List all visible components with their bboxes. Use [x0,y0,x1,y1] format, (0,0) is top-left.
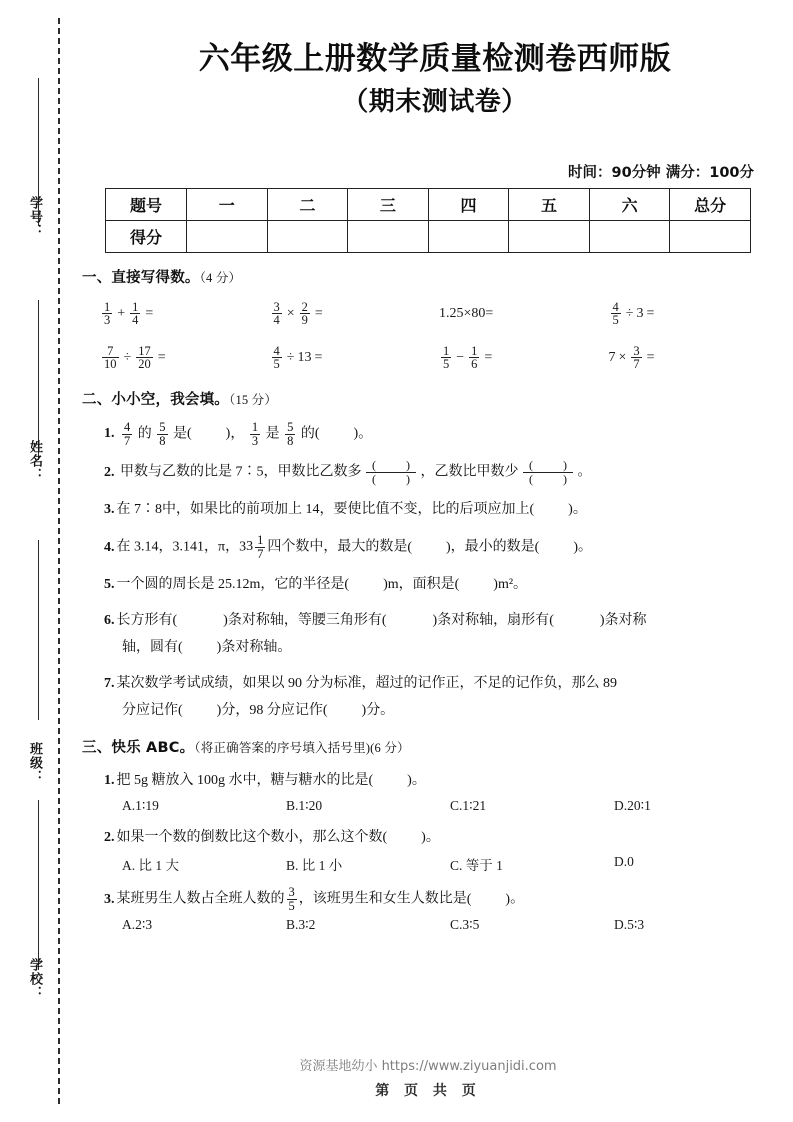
option-c[interactable]: C.1∶21 [450,797,487,813]
fill-question-7-index: 7. [104,676,115,692]
fill-question-5 [78,573,778,598]
option-d[interactable]: D.0 [614,854,634,870]
fraction-4-5: $\frac{4}{5}$ [273,343,280,372]
q2-text-b: ，乙数比甲数少 [420,464,519,480]
option-d[interactable]: D.5∶3 [614,916,645,932]
section-one-heading [78,266,778,287]
answer-blank[interactable] [173,609,228,634]
option-b[interactable]: B.1∶20 [286,797,323,813]
oral-calc-row2-problem-1 [100,341,270,375]
section-one [78,266,778,375]
fill-question-3-index: 3. [104,501,115,517]
operator: − [456,349,465,365]
col-header-6: 六 [589,188,670,220]
operator: ÷ [123,349,132,365]
mixed-whole-part: 3 [246,539,254,555]
fraction-1-6: $\frac{1}{6}$ [471,343,478,372]
section-three-title: 三、快乐 ABC。 [82,740,195,757]
fill-question-7 [78,672,778,697]
fraction-1-5: $\frac{1}{5}$ [443,343,450,372]
answer-blank[interactable] [369,769,412,794]
fold-dashed-line [58,18,60,1104]
fraction-1-4: $\frac{1}{4}$ [132,299,139,328]
operator: ÷ [625,305,634,321]
section-one-points: （4 分） [199,270,242,285]
field-label-name: 姓名： [27,440,42,482]
operator: = [314,349,323,365]
score-cell-4[interactable] [428,220,509,252]
operator: = [157,349,166,365]
margin-rule-mid [38,540,39,720]
fill-question-6-index: 6. [104,613,115,629]
score-cell-1[interactable] [187,220,268,252]
operator: = [646,349,655,365]
q6-text-a: 长方形有 [116,613,173,629]
choice-question-2-index: 2. [104,829,115,845]
choice-question-1-options [78,798,778,814]
q1-text-e: 的 [300,426,315,442]
row-label-score: 得分 [106,220,187,252]
section-one-row-2 [78,341,778,375]
number: 1.25×80= [439,305,494,321]
page-title-sub: （期末测试卷） [342,86,528,117]
fill-question-5-index: 5. [104,576,115,592]
fraction-1-3: $\frac{1}{3}$ [104,299,111,328]
option-a[interactable]: A.2∶3 [122,916,153,932]
score-cell-total[interactable] [670,220,751,252]
choice-question-1-tail: 。 [411,773,426,789]
q1-text-b: 是 [173,426,187,442]
col-header-total: 总分 [670,188,751,220]
option-a[interactable]: A.1∶19 [122,797,159,813]
answer-blank[interactable] [187,422,230,447]
fill-question-6 [78,609,778,634]
fraction-2-9: $\frac{2}{9}$ [301,299,308,328]
field-label-school: 学校： [27,958,42,1000]
page-number-text: 第 页 共 页 [375,1083,481,1099]
q7-text-b: 分应记作 [122,702,178,718]
oral-calc-row1-problem-3 [439,297,609,331]
exam-page [78,0,778,1122]
score-table [105,188,751,253]
q1-text-d: 是 [265,426,280,442]
fill-question-3: 3. 在 7∶8中，如果比的前项加上 14，要使比值不变，比的后项应加上 ( ) 。 [78,498,778,523]
q3-text: 在 7∶8中，如果比的前项加上 14，要使比值不变，比的后项应加上 [116,501,530,517]
q6-text-b: 条对称轴，等腰三角形有 [227,613,382,629]
field-label-student-id: 学号： [27,196,42,238]
operator: = [484,349,493,365]
section-two-title: 二、小小空，我会填。 [82,391,229,408]
choice-question-3-text-b: ，该班男生和女生人数比是 [298,891,467,907]
section-two [78,388,778,723]
fraction-5-8: $\frac{5}{8}$ [159,419,166,448]
col-header-3: 三 [348,188,429,220]
operator: × [618,349,627,365]
score-cell-6[interactable] [589,220,670,252]
answer-blank[interactable] [530,498,573,523]
answer-blank[interactable] [178,699,221,724]
q7-text-a: 某次数学考试成绩，如果以 90 分为标准，超过的记作正，不足的记作负，那么 89 [116,676,617,692]
option-a[interactable]: A. 比 1 大 [122,858,179,874]
section-two-heading [78,388,778,409]
operator: ÷ [286,349,295,365]
section-three-points: （将正确答案的序号填入括号里)(6 分） [194,741,410,756]
fraction-3-5: $\frac{3}{5}$ [288,885,295,913]
oral-calc-row2-problem-4 [609,341,779,375]
operator: = [646,305,655,321]
answer-blank[interactable] [315,422,358,447]
answer-blank[interactable] [344,573,387,598]
number: 7 [608,349,616,365]
fill-question-2-index: 2. [104,464,115,480]
score-cell-5[interactable] [509,220,590,252]
section-three-heading [78,736,778,757]
answer-blank[interactable] [382,609,437,634]
q2-text-c: 。 [577,464,592,480]
option-d[interactable]: D.20∶1 [614,797,651,813]
answer-blank[interactable] [549,609,604,634]
fill-question-1-index: 1. [104,426,115,442]
q1-text-a: 的 [137,426,152,442]
q1-text-f: 。 [358,426,373,442]
page-title-main: 六年级上册数学质量检测卷西师版 [198,41,672,77]
oral-calc-row1-problem-4 [609,297,779,331]
choice-question-2-options [78,854,778,874]
fraction-3-7: $\frac{3}{7}$ [633,343,640,372]
q5-text: 一个圆的周长是 25.12m，它的半径是 [116,576,345,592]
option-b[interactable]: B. 比 1 小 [286,858,343,874]
col-header-5: 五 [509,188,590,220]
fill-question-4 [78,534,778,561]
q4-text-b: 四个数中，最大的数是 [267,539,408,555]
answer-blank[interactable] [407,536,450,561]
score-cell-2[interactable] [267,220,348,252]
q7-text-c: 分，98 分应记作 [221,702,323,718]
col-header-4: 四 [428,188,509,220]
number: 13 [297,349,312,365]
oral-calc-row2-problem-3 [439,341,609,375]
answer-blank[interactable] [455,573,498,598]
choice-question-3 [78,886,778,913]
answer-blank-fraction[interactable] [523,459,573,485]
q6-text-f: 条对称轴。 [221,639,292,655]
q5-unit-b: m²。 [497,576,528,592]
choice-question-2 [78,826,778,851]
table-row-score [106,220,751,252]
fraction-5-8-b: $\frac{5}{8}$ [287,419,294,448]
choice-question-3-tail: 。 [510,891,525,907]
q7-text-d: 分。 [366,702,395,718]
page-title [78,40,778,119]
choice-question-3-index: 3. [104,891,115,907]
col-header-1: 一 [187,188,268,220]
section-three [78,736,778,933]
fraction-4-7: $\frac{4}{7}$ [124,419,131,448]
operator: = [145,305,154,321]
operator: × [286,305,295,321]
option-b[interactable]: B.3∶2 [286,916,316,932]
row-label-question-no: 题号 [106,188,187,220]
margin-rule-upper [38,300,39,460]
fill-question-4-index: 4. [104,539,115,555]
exam-meta: 时间：90分钟 满分：100分 [568,164,754,181]
fraction-3-4: $\frac{3}{4}$ [273,299,280,328]
section-one-title: 一、直接写得数。 [82,269,200,286]
choice-question-1-text: 把 5g 糖放入 100g 水中，糖与糖水的比是 [116,773,369,789]
fill-question-7-cont [78,699,778,724]
answer-blank-fraction[interactable] [366,459,416,485]
score-cell-3[interactable] [348,220,429,252]
q4-text-a: 在 3.14，3.141，π，3 [116,539,247,555]
fraction-7-10: $\frac{7}{10}$ [104,343,117,372]
fill-question-6-cont [78,636,778,661]
choice-question-2-text: 如果一个数的倒数比这个数小，那么这个数 [116,829,383,845]
option-c[interactable]: C. 等于 1 [450,858,503,874]
fill-question-1 [78,421,778,448]
q2-text-a: 甲数与乙数的比是 7∶5，甲数比乙数多 [120,464,362,480]
answer-blank[interactable] [383,826,426,851]
mixed-number-3-1-7: 3 $\frac{1}{7}$ [246,533,264,561]
q6-text-c: 条对称轴，扇形有 [437,613,550,629]
fraction-4-5: $\frac{4}{5}$ [612,299,619,328]
q4-text-c: ，最小的数是 [450,539,535,555]
answer-blank[interactable] [178,636,221,661]
field-label-class: 班级： [27,742,42,784]
oral-calc-row1-problem-2 [270,297,440,331]
choice-question-3-text-a: 某班男生人数占全班人数的 [116,891,285,907]
operator: = [314,305,323,321]
choice-question-3-options [78,917,778,933]
section-two-points: （15 分） [229,392,278,407]
choice-question-1-index: 1. [104,773,115,789]
page-footer [78,1055,778,1100]
answer-blank[interactable] [535,536,578,561]
watermark-text: 资源基地幼小 https://www.ziyuanjidi.com [299,1059,557,1074]
section-one-row-1 [78,297,778,331]
q6-text-d: 条对称 [604,613,647,629]
fraction-17-20: $\frac{17}{20}$ [138,343,151,372]
oral-calc-row2-problem-2 [270,341,440,375]
margin-rule-lower [38,800,39,970]
choice-question-1 [78,769,778,794]
table-row-question-no [106,188,751,220]
q4-text-d: 。 [578,539,593,555]
fill-question-2 [78,459,778,485]
col-header-2: 二 [267,188,348,220]
choice-question-2-tail: 。 [425,829,440,845]
fraction-1-3: $\frac{1}{3}$ [251,419,259,448]
q5-unit-a: m，面积是 [387,576,455,592]
answer-blank[interactable] [467,888,510,913]
number: 3 [636,305,644,321]
option-c[interactable]: C.3∶5 [450,916,480,932]
q1-text-c: ， [230,426,245,442]
answer-blank[interactable] [323,699,366,724]
q6-text-e: 轴，圆有 [122,639,178,655]
oral-calc-row1-problem-1 [100,297,270,331]
operator: + [117,305,126,321]
